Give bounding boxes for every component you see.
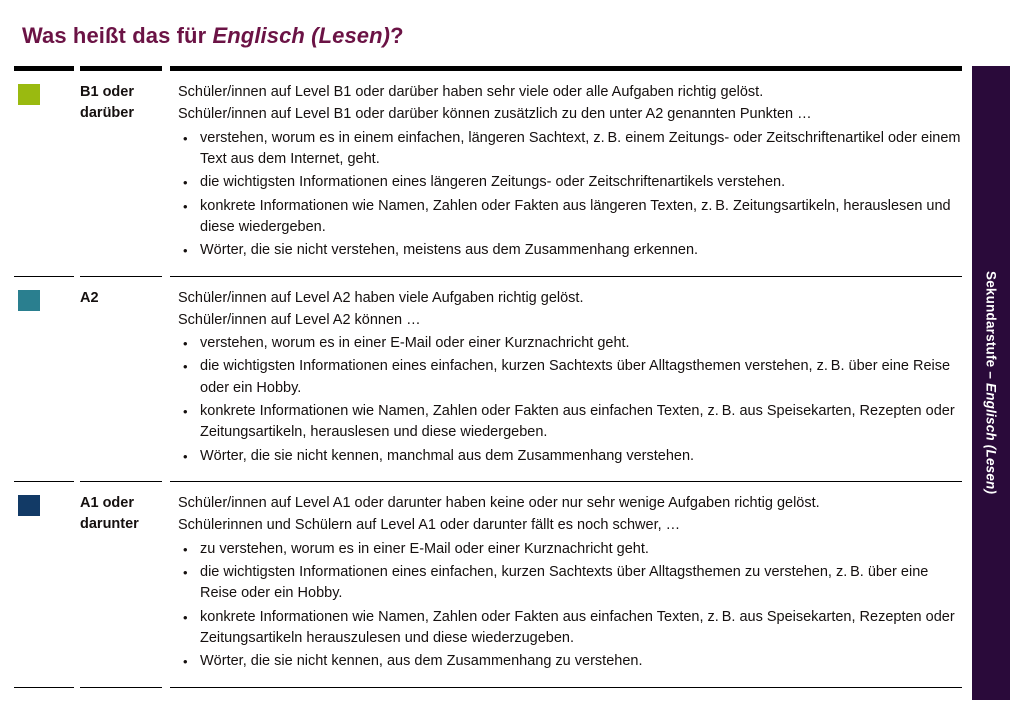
level-bullet-item: • verstehen, worum es in einem einfachen, längeren Sachtext, z. B. einem Zeitungs- oder Zeitschriftenartikel oder einem Text aus dem Internet, geht.: [178, 128, 962, 171]
level-lead-text: Schüler/innen auf Level A2 können …: [178, 311, 421, 328]
level-bullet-item: • die wichtigsten Informationen eines einfachen, kurzen Sachtexts über Alltagsthemen zu verstehen, z. B. über eine Reise oder ein Hobby.: [178, 562, 962, 605]
level-swatch-cell: [14, 481, 74, 528]
level-swatch-a1: [18, 495, 40, 516]
level-bullet-list: [178, 333, 962, 467]
level-label-line: darüber: [80, 105, 134, 122]
level-swatch-b1: [18, 84, 40, 105]
level-label-cell: [80, 481, 162, 548]
level-label-line: darunter: [80, 516, 139, 533]
level-label-line: A2: [80, 289, 99, 306]
level-bullet-list: [178, 128, 962, 262]
level-bullet-item: • konkrete Informationen wie Namen, Zahlen oder Fakten aus einfachen Texten, z. B. aus Speisekarten, Rezepten oder Zeitungsartikeln herauszulesen und diese wiederzugeben.: [178, 607, 962, 650]
table-bottom-rule: [14, 687, 962, 688]
level-lead-text: Schüler/innen auf Level B1 oder darüber können zusätzlich zu den unter A2 genannten Punkten …: [178, 106, 812, 123]
level-description-cell: [170, 276, 962, 482]
level-swatch-cell: [14, 276, 74, 323]
level-label-line: B1 oder: [80, 84, 134, 100]
side-banner-emphasis: Englisch (Lesen): [983, 383, 999, 495]
side-banner: [972, 66, 1010, 700]
level-bullet-item: • konkrete Informationen wie Namen, Zahlen oder Fakten aus längeren Texten, z. B. Zeitungsartikeln, herauslesen und diese wiedergeben.: [178, 196, 962, 239]
level-lead-text: Schüler/innen auf Level A2 haben viele Aufgaben richtig gelöst.: [178, 289, 584, 306]
rule-segment-body: [170, 687, 962, 688]
level-label-line: A1 oder: [80, 495, 134, 511]
level-lead-text: Schüler/innen auf Level A1 oder darunter haben keine oder nur sehr wenige Aufgaben richtig gelöst.: [178, 495, 820, 511]
level-description-cell: [170, 481, 962, 687]
level-description-cell: [170, 66, 962, 276]
page-title-suffix: ?: [390, 22, 404, 48]
level-bullet-item: • verstehen, worum es in einer E-Mail oder einer Kurznachricht geht.: [178, 333, 962, 354]
levels-table: [14, 66, 962, 688]
level-label-cell: [80, 276, 162, 321]
side-banner-text: [984, 271, 999, 494]
level-label-cell: [80, 66, 162, 137]
level-lead-text: Schülerinnen und Schülern auf Level A1 oder darunter fällt es noch schwer, …: [178, 517, 681, 534]
level-swatch-a2: [18, 290, 40, 311]
level-bullet-item: • Wörter, die sie nicht kennen, aus dem Zusammenhang zu verstehen.: [178, 651, 962, 672]
table-row: [14, 66, 962, 276]
level-bullet-item: • die wichtigsten Informationen eines einfachen, kurzen Sachtexts über Alltagsthemen verstehen, z. B. über eine Reise oder ein Hobby.: [178, 356, 962, 399]
level-bullet-item: • Wörter, die sie nicht kennen, manchmal aus dem Zusammenhang verstehen.: [178, 446, 962, 467]
level-lead-text: Schüler/innen auf Level B1 oder darüber haben sehr viele oder alle Aufgaben richtig gelöst.: [178, 84, 764, 100]
table-row: [14, 481, 962, 687]
rule-segment-swatch: [14, 687, 74, 688]
rule-segment-label: [80, 687, 162, 688]
page-title-emphasis: Englisch (Lesen): [212, 22, 391, 48]
page-title-prefix: Was heißt das für: [22, 22, 213, 48]
level-bullet-item: • konkrete Informationen wie Namen, Zahlen oder Fakten aus einfachen Texten, z. B. aus Speisekarten, Rezepten oder Zeitungsartikeln, herauslesen und diese wiedergeben.: [178, 401, 962, 444]
level-bullet-item: • die wichtigsten Informationen eines längeren Zeitungs- oder Zeitschriftenartikels verstehen.: [178, 172, 962, 193]
level-bullet-list: [178, 539, 962, 673]
level-bullet-item: • Wörter, die sie nicht verstehen, meistens aus dem Zusammenhang erkennen.: [178, 240, 962, 261]
level-swatch-cell: [14, 66, 74, 117]
side-banner-prefix: Sekundarstufe –: [983, 271, 999, 384]
page-title: [22, 23, 404, 49]
level-bullet-item: • zu verstehen, worum es in einer E-Mail oder einer Kurznachricht geht.: [178, 539, 962, 560]
table-row: [14, 276, 962, 482]
